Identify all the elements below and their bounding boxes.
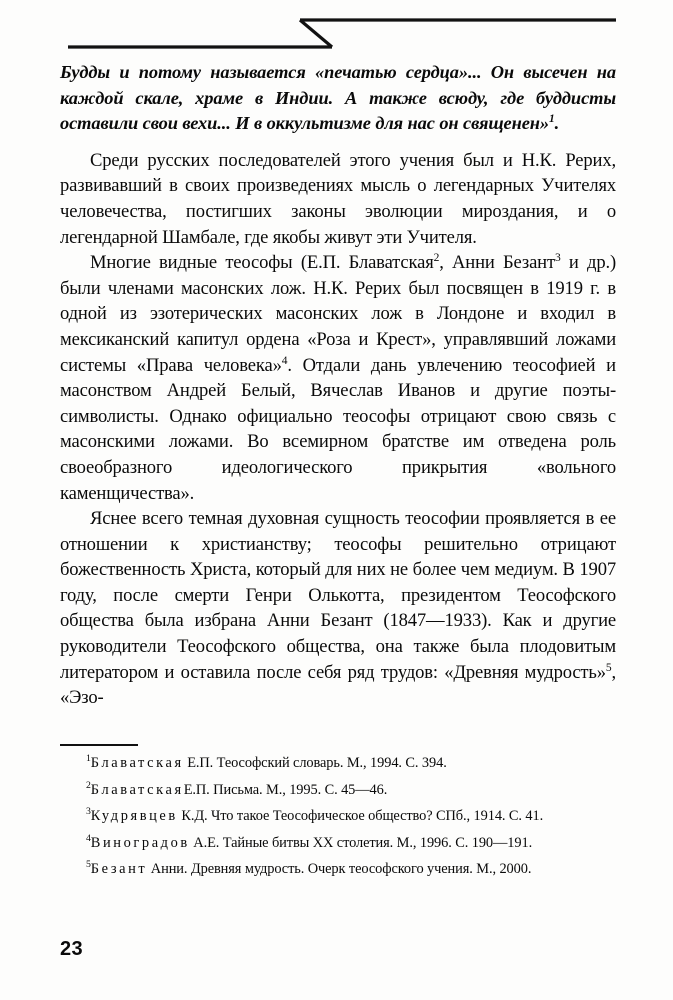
- text-column: [60, 60, 616, 711]
- footnote-item: [60, 833, 616, 855]
- footnote-citation: Е.П. Письма. М., 1995. С. 45—46.: [183, 781, 388, 798]
- footnote-number: 3: [86, 806, 91, 818]
- para-christianity: [60, 506, 616, 711]
- footnote-author: Блаватская: [90, 755, 184, 771]
- footnote-marker: 4: [281, 354, 288, 367]
- footnote-list: [60, 753, 616, 881]
- paragraph-text: Среди русских последователей этого учения был и Н.К. Рерих, развивавший в своих произведениях мысль о легендарных Учителях человечества, постигших законы эволюции мироздания, и о легендарной Шамбале, где якобы живут эти Учителя.: [60, 149, 616, 248]
- footnote-author: Безант: [90, 861, 148, 877]
- footnote-item: [60, 780, 616, 802]
- footnote-citation: Анни. Древняя мудрость. Очерк теософского учения. М., 2000.: [147, 861, 532, 877]
- para-rerikh: [60, 148, 616, 250]
- footnote-section: [60, 744, 616, 886]
- page-number: 23: [60, 938, 84, 960]
- epigraph: [60, 60, 616, 137]
- epigraph-note-marker: 1: [549, 113, 555, 126]
- footnote-item: [60, 753, 616, 775]
- footnote-marker: 2: [433, 251, 440, 264]
- footnote-author: Кудрявцев: [90, 808, 178, 824]
- footnote-item: [60, 859, 616, 881]
- paragraph-text: , «Эзо-: [60, 661, 616, 709]
- paragraph-text: . Отдали дань увлечению теософией и масонством Андрей Белый, Вячеслав Иванов и другие поэты-символисты. Однако официально теософы отрицают свою связь с масонскими ложами. Во всемирном братстве им отведена роль своеобразного идеологического прикрытия «вольного каменщичества».: [60, 354, 616, 504]
- epigraph-text: Будды и потому называется «печатью сердца»... Он высечен на каждой скале, храме в Индии. А также всюду, где буддисты оставили свои вехи... И в оккультизме для нас он священен»: [60, 62, 616, 134]
- zigzag-rule-ornament: [0, 14, 673, 60]
- para-masons: [60, 250, 616, 506]
- footnote-citation: Е.П. Теософский словарь. М., 1994. С. 394.: [183, 755, 447, 771]
- footnote-author: Блаватская: [90, 781, 184, 798]
- paragraph-text: и др.) были членами масонских лож. Н.К. Рерих был посвящен в 1919 г. в одной из эзотерических масонских лож в Лондоне и входил в мексиканский капитул ордена «Роза и Крест», управлявший ложами системы «Права человека»: [60, 252, 617, 376]
- footnote-marker: 5: [605, 661, 612, 674]
- footnote-item: [60, 806, 616, 828]
- footnote-citation: А.Е. Тайные битвы XX столетия. М., 1996. С. 190—191.: [189, 834, 533, 851]
- footnote-number: 1: [86, 753, 91, 765]
- footnote-number: 4: [86, 832, 91, 844]
- footnote-number: 5: [86, 859, 91, 871]
- epigraph-text-tail: .: [554, 113, 560, 134]
- footnote-separator-rule: [60, 744, 138, 746]
- footnote-number: 2: [86, 779, 91, 791]
- footnote-marker: 3: [554, 251, 561, 264]
- body-paragraphs: [60, 148, 616, 711]
- footnote-citation: К.Д. Что такое Теософическое общество? СПб., 1914. С. 41.: [177, 808, 544, 824]
- paragraph-text: Многие видные теософы (Е.П. Блаватская: [90, 252, 434, 274]
- paragraph-text: Яснее всего темная духовная сущность теософии проявляется в ее отношении к христианству; теософы решительно отрицают божественность Христа, который для них не более чем медиум. В 1907 году, после смерти Генри Олькотта, президентом Теософского общества была избрана Анни Безант (1847—1933). Как и другие руководители Теософского общества, она также была плодовитым литератором и оставила после себя ряд трудов: «Древняя мудрость»: [60, 508, 616, 683]
- footnote-author: Виноградов: [90, 834, 190, 851]
- paragraph-text: , Анни Безант: [439, 252, 555, 274]
